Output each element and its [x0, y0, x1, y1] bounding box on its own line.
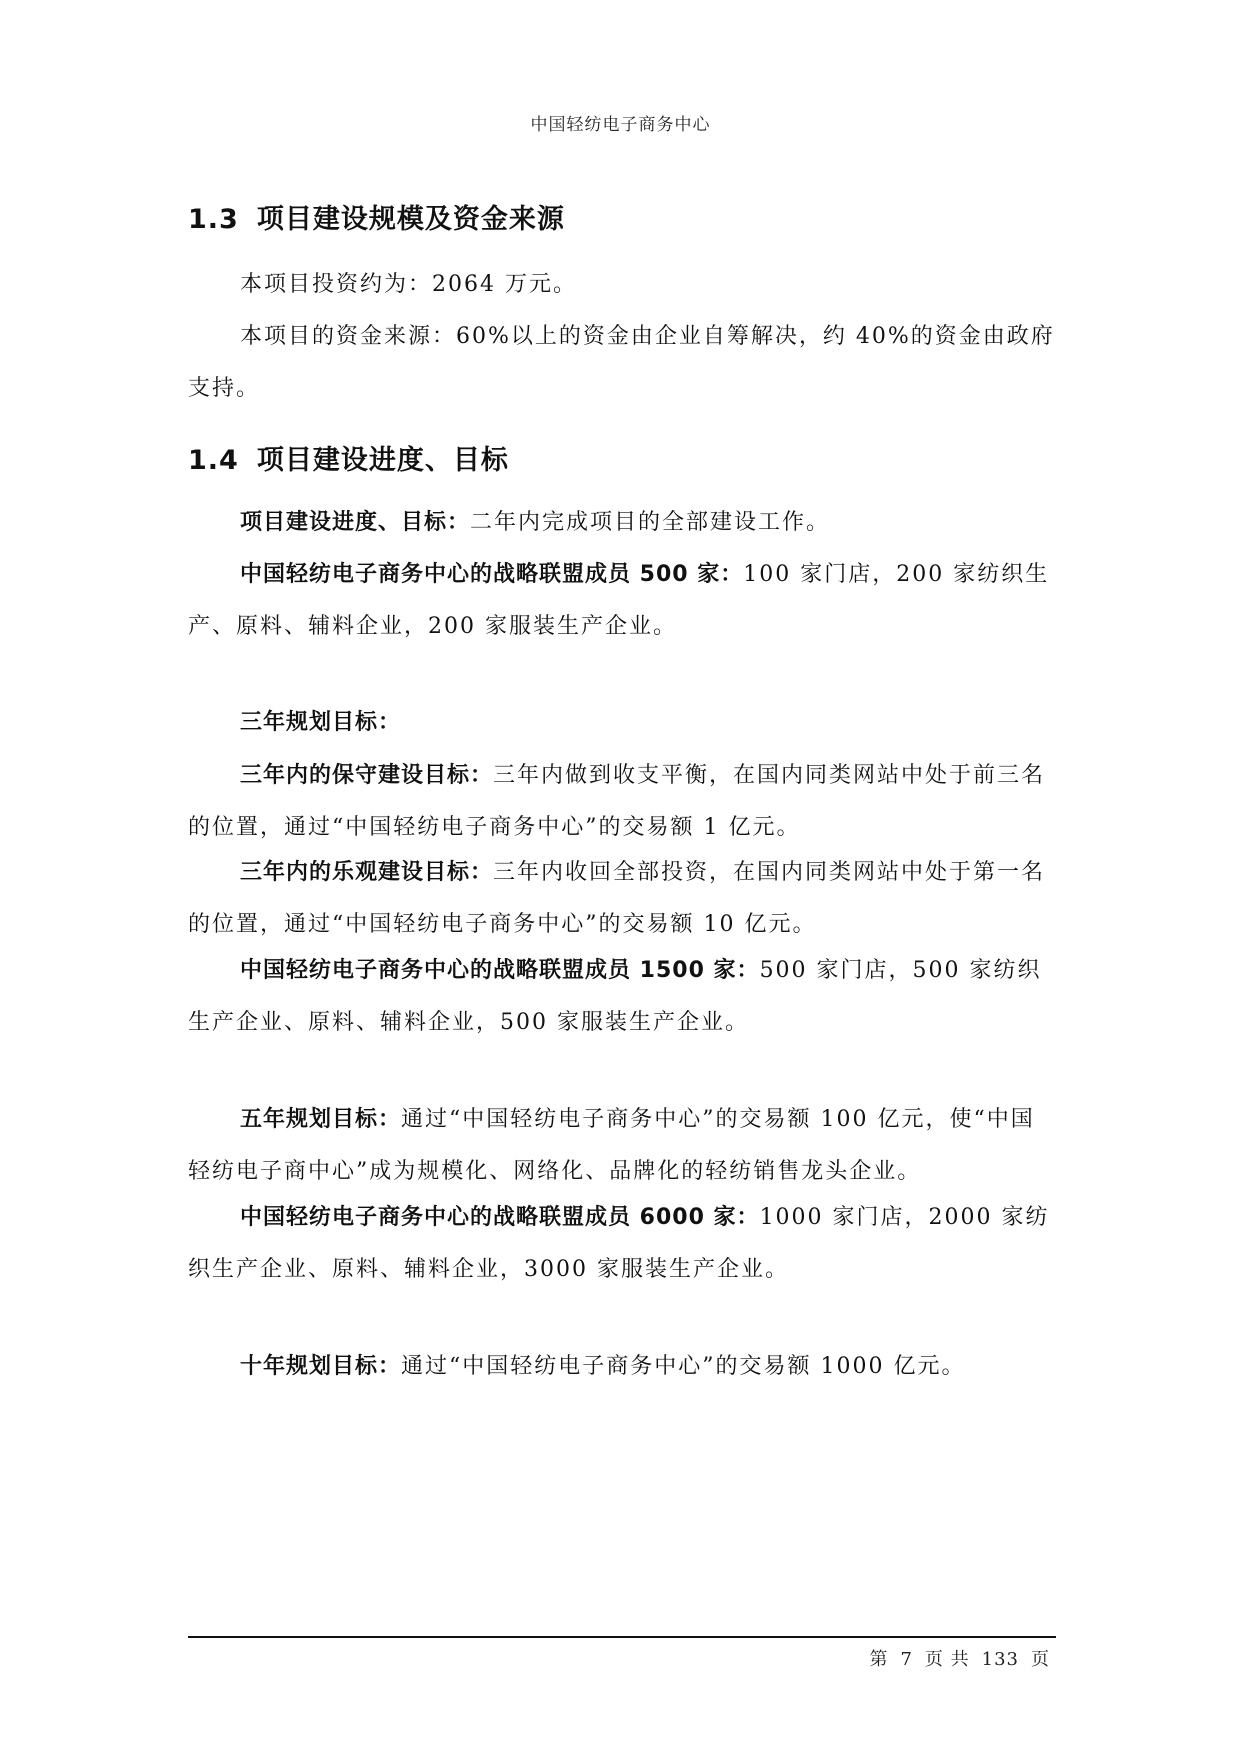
three-year-optimistic-paragraph [188, 847, 1056, 951]
alliance-6000-lead: 中国轻纺电子商务中心的战略联盟成员 6000 家： [240, 1205, 760, 1230]
section-heading-1-3 [188, 197, 565, 236]
page-total: 133 [981, 1649, 1019, 1670]
alliance-6000-paragraph [188, 1192, 1056, 1296]
conservative-lead: 三年内的保守建设目标： [240, 763, 494, 788]
section-title: 项目建设进度、目标 [256, 445, 509, 476]
alliance-1500-text: 500 家门店，500 家纺织生产企业、原料、辅料企业，500 家服装生产企业。 [188, 958, 1042, 1035]
page-number [863, 1645, 1056, 1671]
page-header: 中国轻纺电子商务中心 [530, 115, 711, 135]
progress-lead: 项目建设进度、目标： [240, 510, 471, 535]
section-number: 1.4 [188, 445, 239, 476]
ten-year-paragraph [188, 1341, 1056, 1393]
optimistic-lead: 三年内的乐观建设目标： [240, 860, 494, 885]
alliance-500-lead: 中国轻纺电子商务中心的战略联盟成员 500 家： [240, 562, 744, 587]
three-year-conservative-paragraph [188, 750, 1056, 854]
conservative-text: 三年内做到收支平衡，在国内同类网站中处于前三名的位置，通过“中国轻纺电子商务中心”的交易额 1 亿元。 [188, 763, 1046, 840]
progress-paragraph [188, 497, 1056, 549]
funding-paragraph: 本项目的资金来源：60%以上的资金由企业自筹解决，约 40%的资金由政府支持。 [188, 324, 1055, 401]
page-mid: 页 共 [924, 1649, 970, 1670]
section-heading-1-4 [188, 438, 509, 477]
alliance-1500-paragraph [188, 945, 1056, 1049]
five-year-text: 通过“中国轻纺电子商务中心”的交易额 100 亿元，使“中国轻纺电子商中心”成为规模化、网络化、品牌化的轻纺销售龙头企业。 [188, 1107, 1035, 1184]
footer-divider [188, 1636, 1056, 1638]
three-year-heading [188, 697, 1056, 749]
ten-year-text: 通过“中国轻纺电子商务中心”的交易额 1000 亿元。 [401, 1354, 966, 1379]
ten-year-lead: 十年规划目标： [240, 1354, 402, 1379]
section-title: 项目建设规模及资金来源 [256, 204, 565, 235]
five-year-lead: 五年规划目标： [240, 1107, 402, 1132]
alliance-500-paragraph [188, 549, 1056, 653]
optimistic-text: 三年内收回全部投资，在国内同类网站中处于第一名的位置，通过“中国轻纺电子商务中心”的交易额 10 亿元。 [188, 860, 1046, 937]
alliance-6000-text: 1000 家门店，2000 家纺织生产企业、原料、辅料企业，3000 家服装生产企业。 [188, 1205, 1050, 1282]
five-year-paragraph [188, 1094, 1056, 1198]
three-year-heading-text: 三年规划目标： [240, 710, 402, 735]
page-prefix: 第 [869, 1649, 889, 1670]
page-suffix: 页 [1031, 1649, 1050, 1670]
alliance-500-text: 100 家门店，200 家纺织生产、原料、辅料企业，200 家服装生产企业。 [188, 562, 1050, 639]
page-current: 7 [900, 1649, 913, 1670]
alliance-1500-lead: 中国轻纺电子商务中心的战略联盟成员 1500 家： [240, 958, 760, 983]
section-number: 1.3 [188, 204, 239, 235]
investment-paragraph: 本项目投资约为：2064 万元。 [240, 272, 577, 297]
progress-text: 二年内完成项目的全部建设工作。 [470, 510, 831, 535]
